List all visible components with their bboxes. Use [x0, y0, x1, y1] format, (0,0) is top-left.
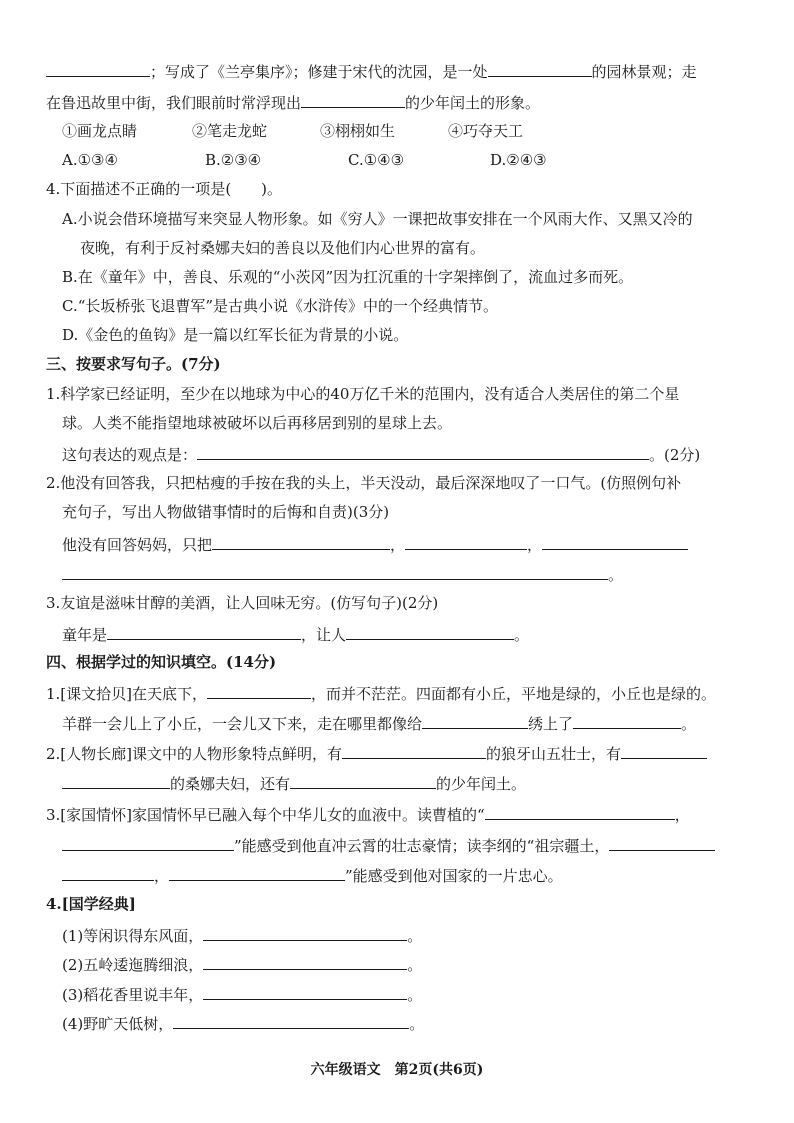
answer-blank[interactable] — [203, 953, 407, 970]
sec4-q1-line2: 羊群一会儿上了小丘，一会儿又下来，走在哪里都像给 绣上了 。 — [62, 712, 696, 734]
page-footer: 六年级语文 第2页(共6页) — [310, 1062, 484, 1078]
q3-cont-line1: ；写成了《兰亭集序》；修建于宋代的沈园，是一处 的园林景观；走 — [46, 60, 697, 82]
answer-blank[interactable] — [46, 60, 150, 77]
answer-blank[interactable] — [342, 742, 486, 759]
poem-line: (3)稻花香里说丰年， 。 — [62, 983, 422, 1005]
answer-blank[interactable] — [62, 834, 234, 851]
sec3-q3-line1: 3.友谊是滋味甘醇的美酒，让人回味无穷。(仿写句子)(2分) — [46, 594, 439, 612]
answer-blank[interactable] — [573, 712, 681, 729]
answer-blank[interactable] — [173, 1012, 409, 1029]
q3-cont-line2: 在鲁迅故里中街，我们眼前时常浮现出 的少年闰土的形象。 — [46, 91, 540, 113]
choice-d[interactable]: D.②④③ — [490, 151, 547, 169]
answer-blank[interactable] — [62, 563, 608, 580]
answer-blank[interactable] — [203, 924, 407, 941]
q4-option-a-line2: 夜晚，有利于反衬桑娜夫妇的善良以及他们内心世界的富有。 — [80, 239, 486, 257]
answer-blank[interactable] — [212, 533, 390, 550]
choice-c[interactable]: C.①④③ — [348, 151, 405, 169]
sec3-q3-line2: 童年是 ，让人 。 — [62, 623, 529, 645]
answer-blank[interactable] — [405, 533, 527, 550]
sec3-q1-line1: 1.科学家已经证明，至少在以地球为中心的40万亿千米的范围内，没有适合人类居住的第二个星 — [46, 385, 680, 403]
answer-blank[interactable] — [422, 712, 528, 729]
sec4-q3-line2: ”能感受到他直冲云霄的壮志豪情；读李纲的“祖宗疆土， — [62, 834, 715, 856]
answer-blank[interactable] — [609, 834, 715, 851]
answer-blank[interactable] — [62, 772, 170, 789]
answer-blank[interactable] — [203, 983, 407, 1000]
answer-blank[interactable] — [290, 772, 436, 789]
answer-blank[interactable] — [346, 623, 514, 640]
sec3-q1-line3: 这句表达的观点是： 。(2分) — [62, 443, 700, 465]
poem-line: (2)五岭逶迤腾细浪， 。 — [62, 953, 422, 975]
poem-line: (4)野旷天低树， 。 — [62, 1012, 424, 1034]
sec4-q3-line1: 3.[家国情怀]家国情怀早已融入每个中华儿女的血液中。读曹植的“ ， — [46, 803, 690, 825]
answer-blank[interactable] — [488, 60, 592, 77]
q4-option-a-line1: A.小说会借环境描写来突显人物形象。如《穷人》一课把故事安排在一个风雨大作、又黑又冷的 — [62, 210, 693, 228]
sec4-q4-title: 4.[国学经典] — [46, 895, 136, 913]
answer-blank[interactable] — [621, 742, 707, 759]
sec4-q2-line1: 2.[人物长廊]课文中的人物形象特点鲜明，有 的狼牙山五壮士，有 — [46, 742, 707, 764]
sec3-q2-line3: 他没有回答妈妈，只把 ， ， — [62, 533, 688, 555]
sec4-q1-line1: 1.[课文拾贝]在天底下， ，而并不茫茫。四面都有小丘，平地是绿的，小丘也是绿的。 — [46, 682, 716, 704]
sec3-q2-line4: 。 — [62, 563, 623, 585]
answer-blank[interactable] — [62, 864, 154, 881]
idiom-item: ③栩栩如生 — [320, 122, 396, 140]
q4-option-d: D.《金色的鱼钩》是一篇以红军长征为背景的小说。 — [62, 326, 409, 344]
poem-line: (1)等闲识得东风面， 。 — [62, 924, 422, 946]
idiom-item: ①画龙点睛 — [62, 122, 138, 140]
answer-blank[interactable] — [207, 682, 311, 699]
answer-blank[interactable] — [301, 91, 405, 108]
sec3-q1-line2: 球。人类不能指望地球被破坏以后再移居到别的星球上去。 — [62, 414, 453, 432]
q4-option-c: C.“长坂桥张飞退曹军”是古典小说《水浒传》中的一个经典情节。 — [62, 297, 499, 315]
sec4-q2-line2: 的桑娜夫妇，还有 的少年闰土。 — [62, 772, 526, 794]
choice-a[interactable]: A.①③④ — [62, 151, 118, 169]
answer-blank[interactable] — [169, 864, 345, 881]
sec3-q2-line1: 2.他没有回答我，只把枯瘦的手按在我的头上，半天没动，最后深深地叹了一口气。(仿照例句补 — [46, 474, 682, 492]
section-3-title: 三、按要求写句子。(7分) — [46, 355, 221, 373]
sec3-q2-line2: 充句子，写出人物做错事情时的后悔和自责)(3分) — [62, 503, 390, 521]
idiom-item: ②笔走龙蛇 — [192, 122, 268, 140]
answer-blank[interactable] — [197, 443, 649, 460]
answer-blank[interactable] — [107, 623, 301, 640]
answer-blank[interactable] — [542, 533, 688, 550]
section-4-title: 四、根据学过的知识填空。(14分) — [46, 653, 277, 671]
answer-blank[interactable] — [485, 803, 675, 820]
q4-stem: 4.下面描述不正确的一项是( )。 — [46, 180, 283, 198]
sec4-q3-line3: ， ”能感受到他对国家的一片忠心。 — [62, 864, 563, 886]
q4-option-b: B.在《童年》中，善良、乐观的“小茨冈”因为扛沉重的十字架摔倒了，流血过多而死。 — [62, 268, 634, 286]
idiom-item: ④巧夺天工 — [448, 122, 524, 140]
choice-b[interactable]: B.②③④ — [205, 151, 262, 169]
